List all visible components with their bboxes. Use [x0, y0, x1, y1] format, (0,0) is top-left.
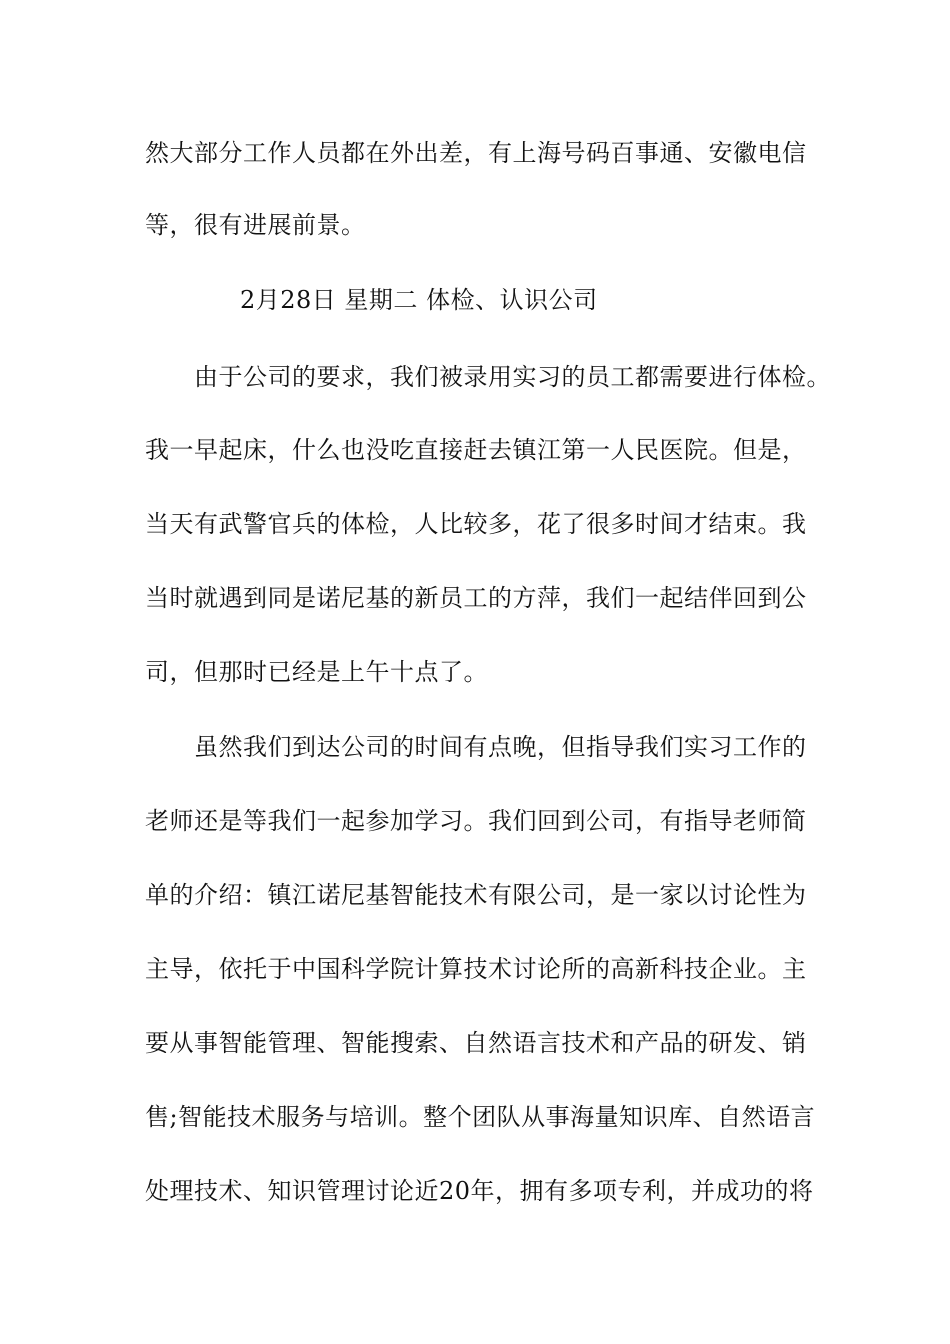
text-line: 司，但那时已经是上午十点了。 [145, 658, 488, 686]
text-line: 要从事智能管理、智能搜索、自然语言技术和产品的研发、销 [145, 1029, 807, 1057]
paragraph-first-line: 由于公司的要求，我们被录用实习的员工都需要进行体检。 [194, 363, 831, 391]
text-line: 售;智能技术服务与培训。整个团队从事海量知识库、自然语言 [145, 1103, 816, 1131]
text-line: 当时就遇到同是诺尼基的新员工的方萍，我们一起结伴回到公 [145, 584, 807, 612]
text-line: 当天有武警官兵的体检，人比较多，花了很多时间才结束。我 [145, 510, 807, 538]
text-line: 主导，依托于中国科学院计算技术讨论所的高新科技企业。主 [145, 955, 807, 983]
paragraph-first-line: 虽然我们到达公司的时间有点晚，但指导我们实习工作的 [194, 733, 807, 761]
text-line: 处理技术、知识管理讨论近20年，拥有多项专利，并成功的将 [145, 1177, 814, 1205]
text-line: 单的介绍：镇江诺尼基智能技术有限公司，是一家以讨论性为 [145, 881, 807, 909]
text-line: 等，很有进展前景。 [145, 211, 366, 239]
text-line: 我一早起床，什么也没吃直接赶去镇江第一人民医院。但是， [145, 436, 807, 464]
text-line: 老师还是等我们一起参加学习。我们回到公司，有指导老师简 [145, 807, 807, 835]
text-line: 然大部分工作人员都在外出差，有上海号码百事通、安徽电信 [145, 139, 807, 167]
section-heading: 2月28日 星期二 体检、认识公司 [240, 286, 598, 314]
